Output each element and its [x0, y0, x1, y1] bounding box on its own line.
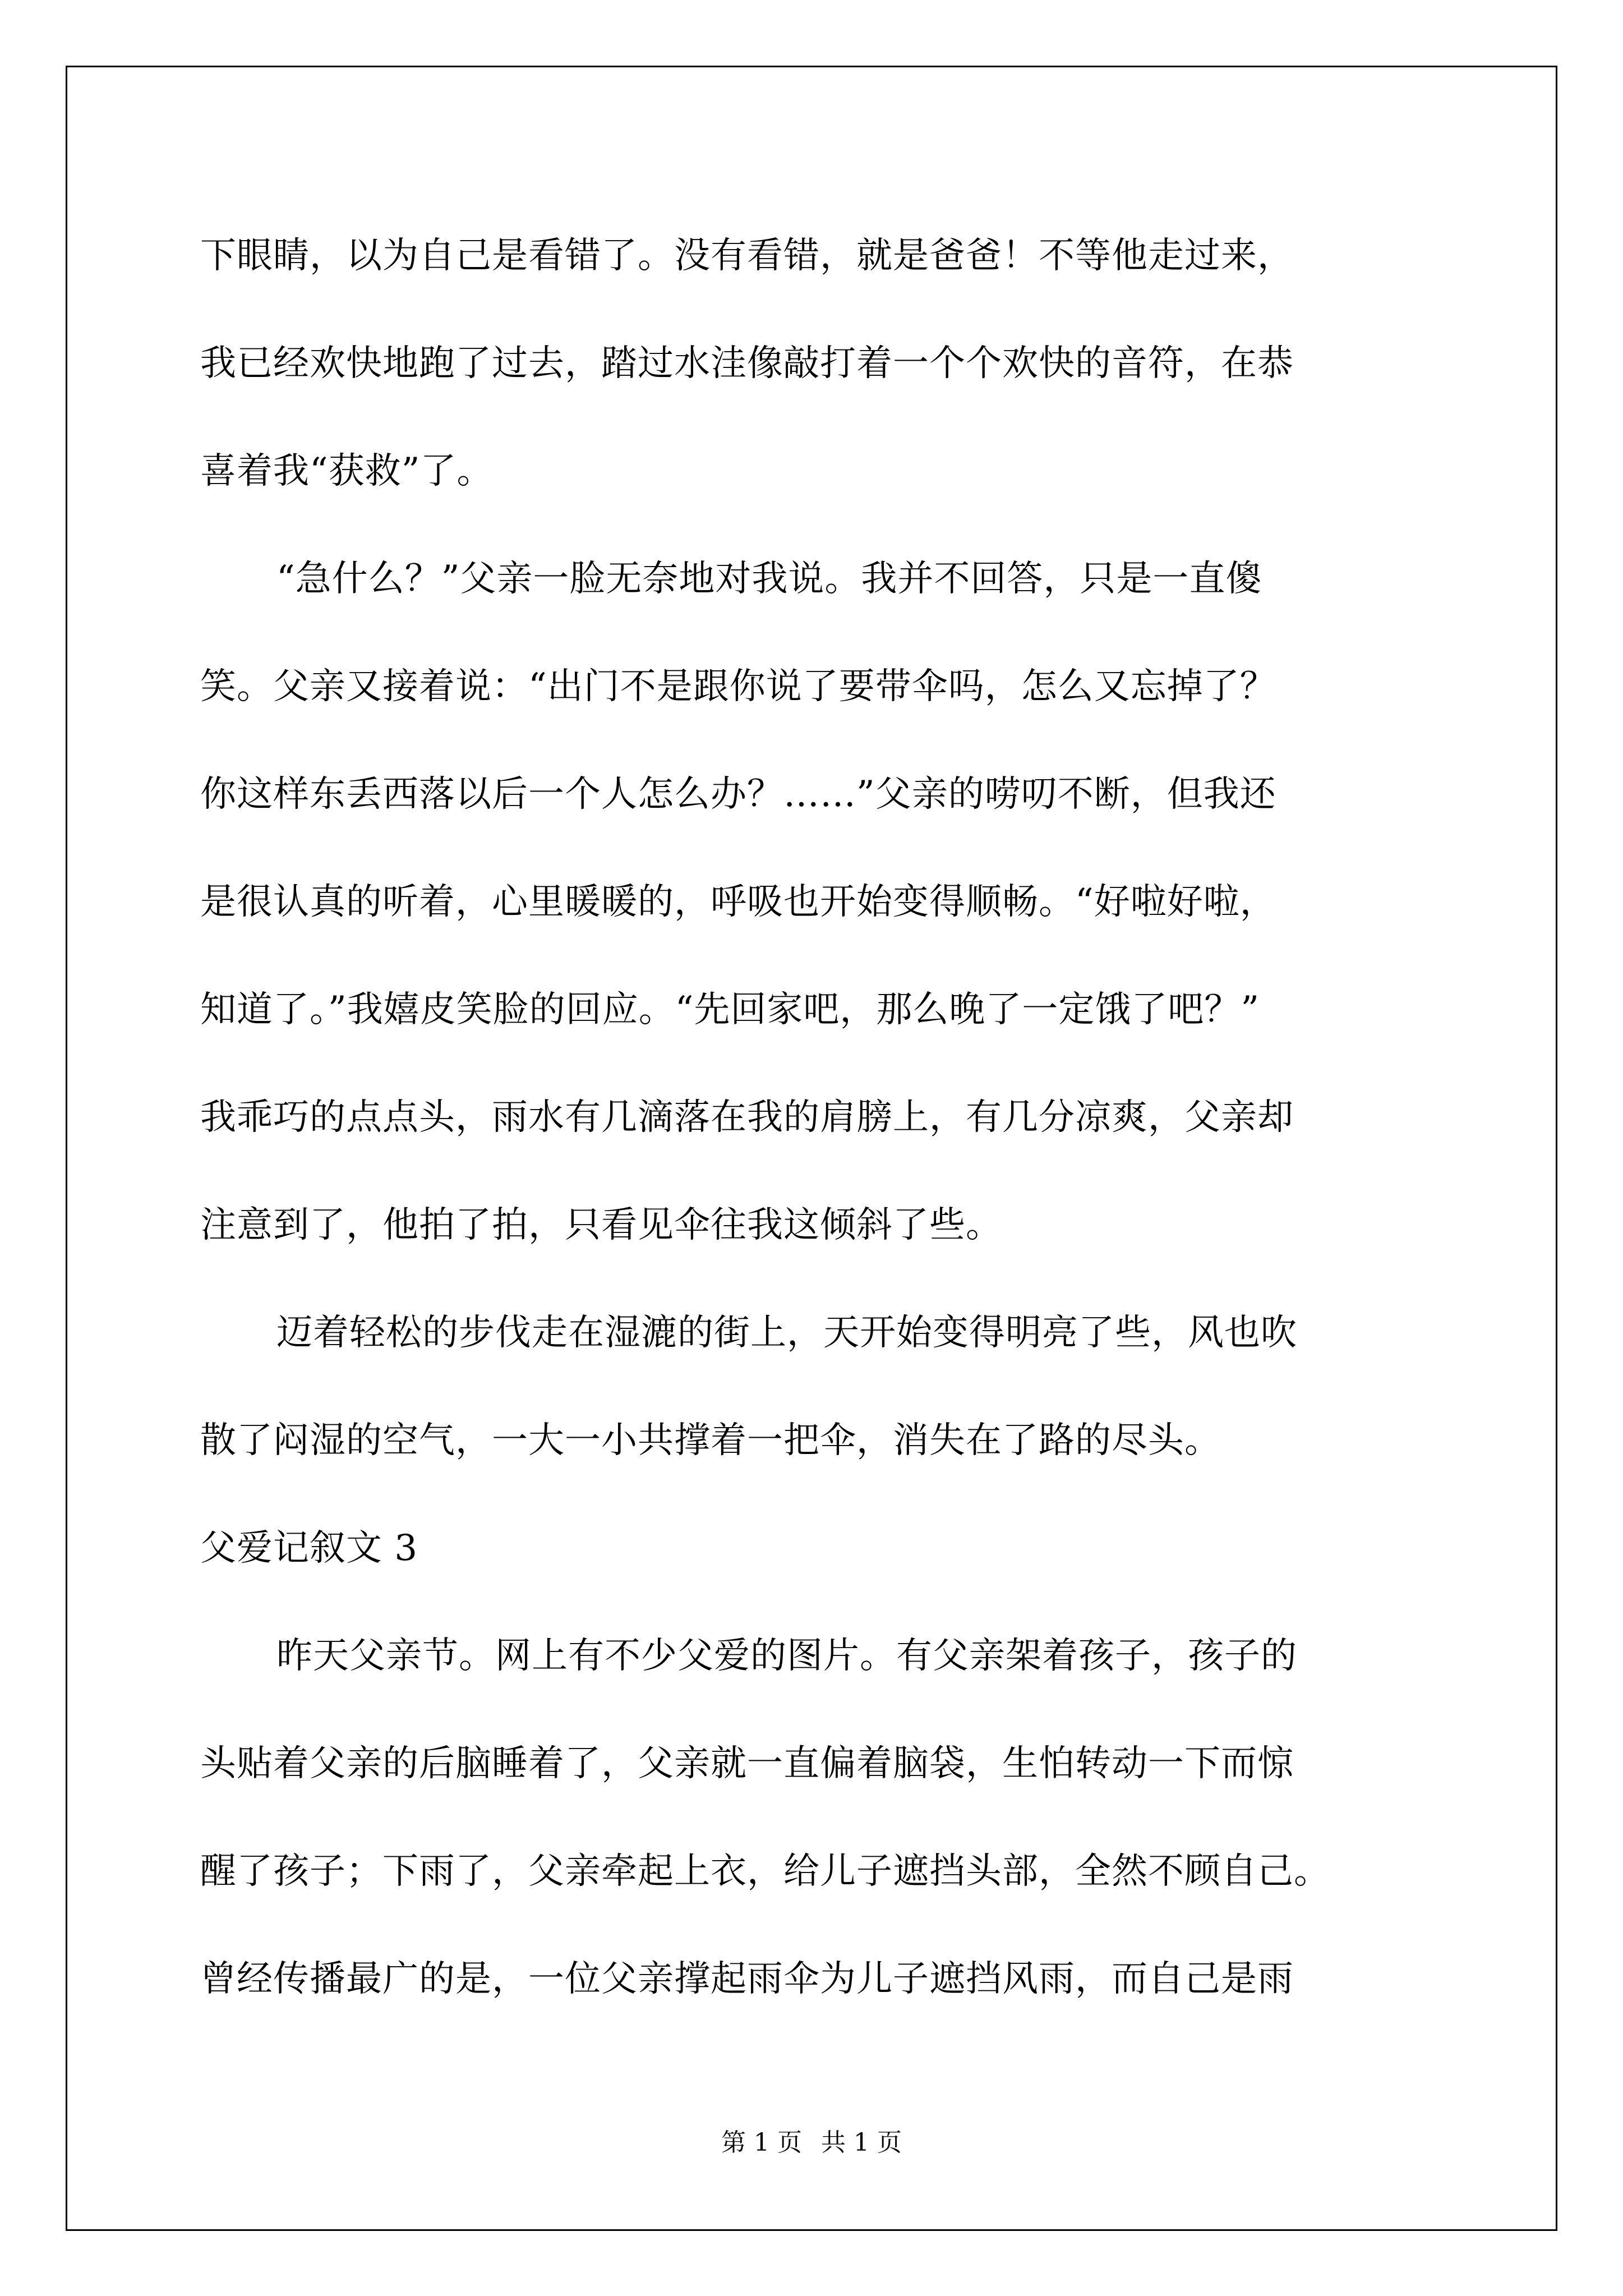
text-line: 喜着我“获救”了。 — [200, 450, 494, 492]
text-line: 我已经欢快地跑了过去，踏过水洼像敲打着一个个欢快的音符，在恭 — [200, 343, 1294, 384]
text-line: 醒了孩子；下雨了，父亲牵起上衣，给儿子遮挡头部，全然不顾自己。 — [200, 1851, 1330, 1892]
text-line: 散了闷湿的空气，一大一小共撑着一把伞，消失在了路的尽头。 — [200, 1420, 1221, 1461]
text-line: 笑。父亲又接着说：“出门不是跟你说了要带伞吗，怎么又忘掉了？ — [200, 666, 1276, 707]
text-line: 昨天父亲节。网上有不少父爱的图片。有父亲架着孩子，孩子的 — [276, 1635, 1297, 1677]
page-footer — [0, 2126, 1623, 2160]
document-body — [200, 202, 1434, 2033]
text-line: 下眼睛，以为自己是看错了。没有看错，就是爸爸！不等他走过来， — [200, 235, 1294, 277]
text-line: 注意到了，他拍了拍，只看见伞往我这倾斜了些。 — [200, 1204, 1002, 1246]
text-line: 是很认真的听着，心里暖暖的，呼吸也开始变得顺畅。“好啦好啦， — [200, 881, 1276, 923]
text-line: 曾经传播最广的是，一位父亲撑起雨伞为儿子遮挡风雨，而自己是雨 — [200, 1958, 1294, 2000]
text-line: 迈着轻松的步伐走在湿漉的街上，天开始变得明亮了些，风也吹 — [276, 1312, 1297, 1354]
text-line: 你这样东丢西落以后一个人怎么办？……”父亲的唠叨不断，但我还 — [200, 774, 1276, 815]
section-heading: 父爱记叙文 3 — [200, 1527, 418, 1569]
text-line: “急什么？”父亲一脸无奈地对我说。我并不回答，只是一直傻 — [276, 558, 1262, 600]
text-line: 我乖巧的点点头，雨水有几滴落在我的肩膀上，有几分凉爽，父亲却 — [200, 1097, 1294, 1138]
text-line: 头贴着父亲的后脑睡着了，父亲就一直偏着脑袋，生怕转动一下而惊 — [200, 1743, 1294, 1784]
page-number: 第 1 页 — [721, 2128, 802, 2157]
page-total: 共 1 页 — [821, 2128, 902, 2157]
text-line: 知道了。”我嬉皮笑脸的回应。“先回家吧，那么晚了一定饿了吧？” — [200, 989, 1260, 1030]
